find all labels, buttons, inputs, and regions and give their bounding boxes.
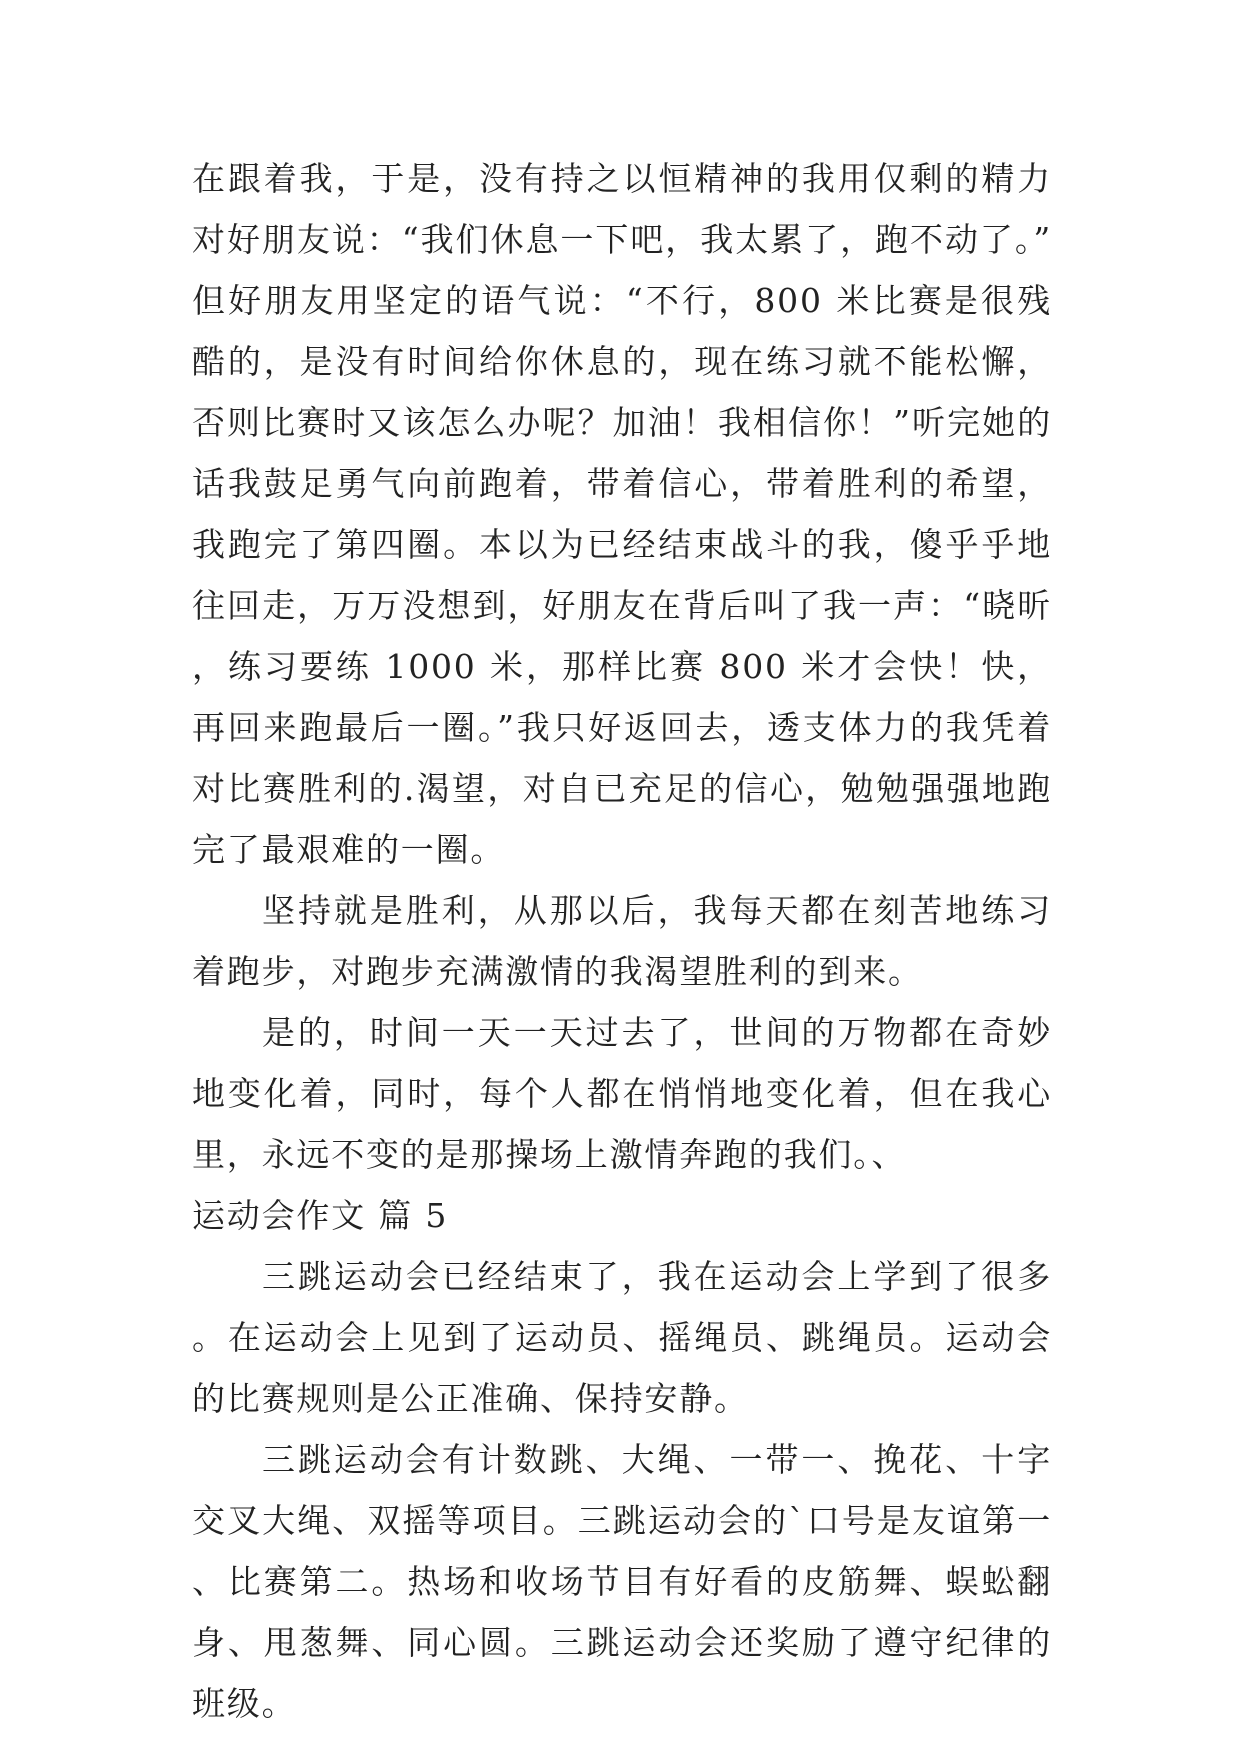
paragraph-sports-meet-intro: 三跳运动会已经结束了，我在运动会上学到了很多。在运动会上见到了运动员、摇绳员、跳绳员。运动会的比赛规则是公正准确、保持安静。 bbox=[192, 1257, 1052, 1418]
paragraph-time-passes: 是的，时间一天一天过去了，世间的万物都在奇妙地变化着，同时，每个人都在悄悄地变化着，但在我心里，永远不变的是那操场上激情奔跑的我们。、 bbox=[192, 1013, 1052, 1174]
paragraph-persistence: 坚持就是胜利，从那以后，我每天都在刻苦地练习着跑步，对跑步充满激情的我渴望胜利的到来。 bbox=[192, 891, 1052, 991]
paragraph-continuation: 在跟着我，于是，没有持之以恒精神的我用仅剩的精力对好朋友说：“我们休息一下吧，我太累了，跑不动了。”但好朋友用坚定的语气说：“不行，800 米比赛是很残酷的，是没有时间给你休息的，现在练习就不能松懈，否则比赛时又该怎么办呢？加油！我相信你！”听完她的话我鼓足勇气向前跑着，带着信心，带着胜利的希望，我跑完了第四圈。本以为已经结束战斗的我，傻乎乎地往回走，万万没想到，好朋友在背后叫了我一声：“晓昕，练习要练 1000 米，那样比赛 800 米才会快！快，再回来跑最后一圈。”我只好返回去，透支体力的我凭着对比赛胜利的.渴望，对自已充足的信心，勉勉强强地跑完了最艰难的一圈。 bbox=[192, 159, 1052, 869]
paragraph-sports-meet-events: 三跳运动会有计数跳、大绳、一带一、挽花、十字交叉大绳、双摇等项目。三跳运动会的`口号是友谊第一、比赛第二。热场和收场节目有好看的皮筋舞、蜈蚣翻身、甩葱舞、同心圆。三跳运动会还奖励了遵守纪律的班级。 bbox=[192, 1440, 1052, 1723]
document-body bbox=[192, 148, 1052, 1734]
section-heading: 运动会作文 篇 5 bbox=[192, 1196, 449, 1235]
